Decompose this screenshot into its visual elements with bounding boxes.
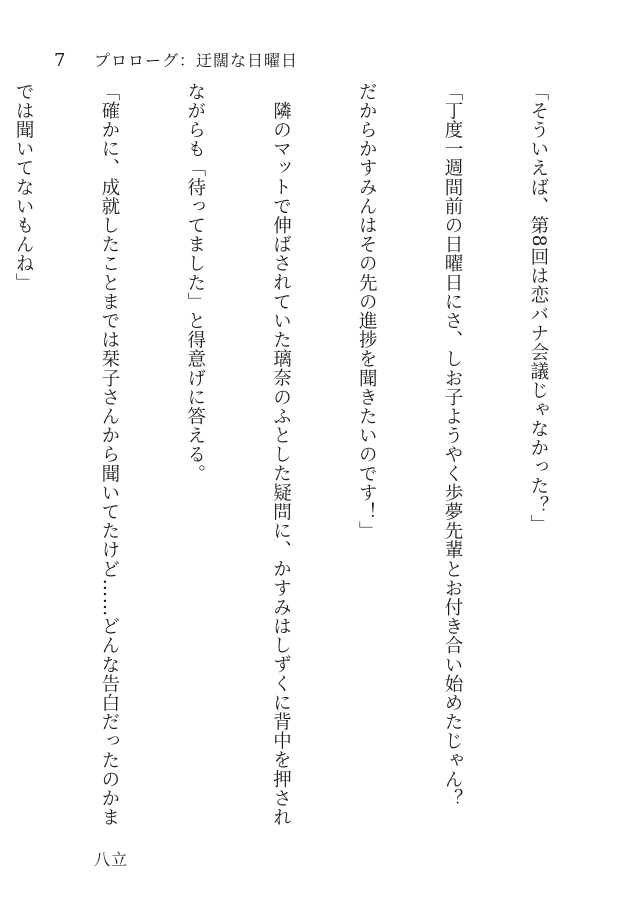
text-line: では聞いてないもんね」 [13,82,35,293]
page-number: 7 [54,50,66,71]
text-line: だからかすみんはその先の進捗を聞きたいのです！」 [356,82,378,541]
body-text [0,82,609,852]
text-line: 「そういえば、第8回は恋バナ会議じゃなかった？」 [527,82,549,534]
page-header [54,48,298,74]
text-line: 「確かに、成就したことまでは栞子さんから聞いてたけど……どんな告白だったのかま [98,82,120,827]
text-line: 隣のマットで伸ばされていた璃奈のふとした疑問に、かすみはしずくに背中を押され [270,100,292,827]
text-line: 「丁度一週間前の日曜日にさ、しお子ようやく歩夢先輩とお付き合い始めたじゃん？ [442,82,464,808]
page-footer: 八立 [94,850,129,869]
chapter-title: プロローグ：迂闊な日曜日 [94,51,299,70]
text-line: ながらも「待ってました」と得意げに答える。 [184,82,206,484]
